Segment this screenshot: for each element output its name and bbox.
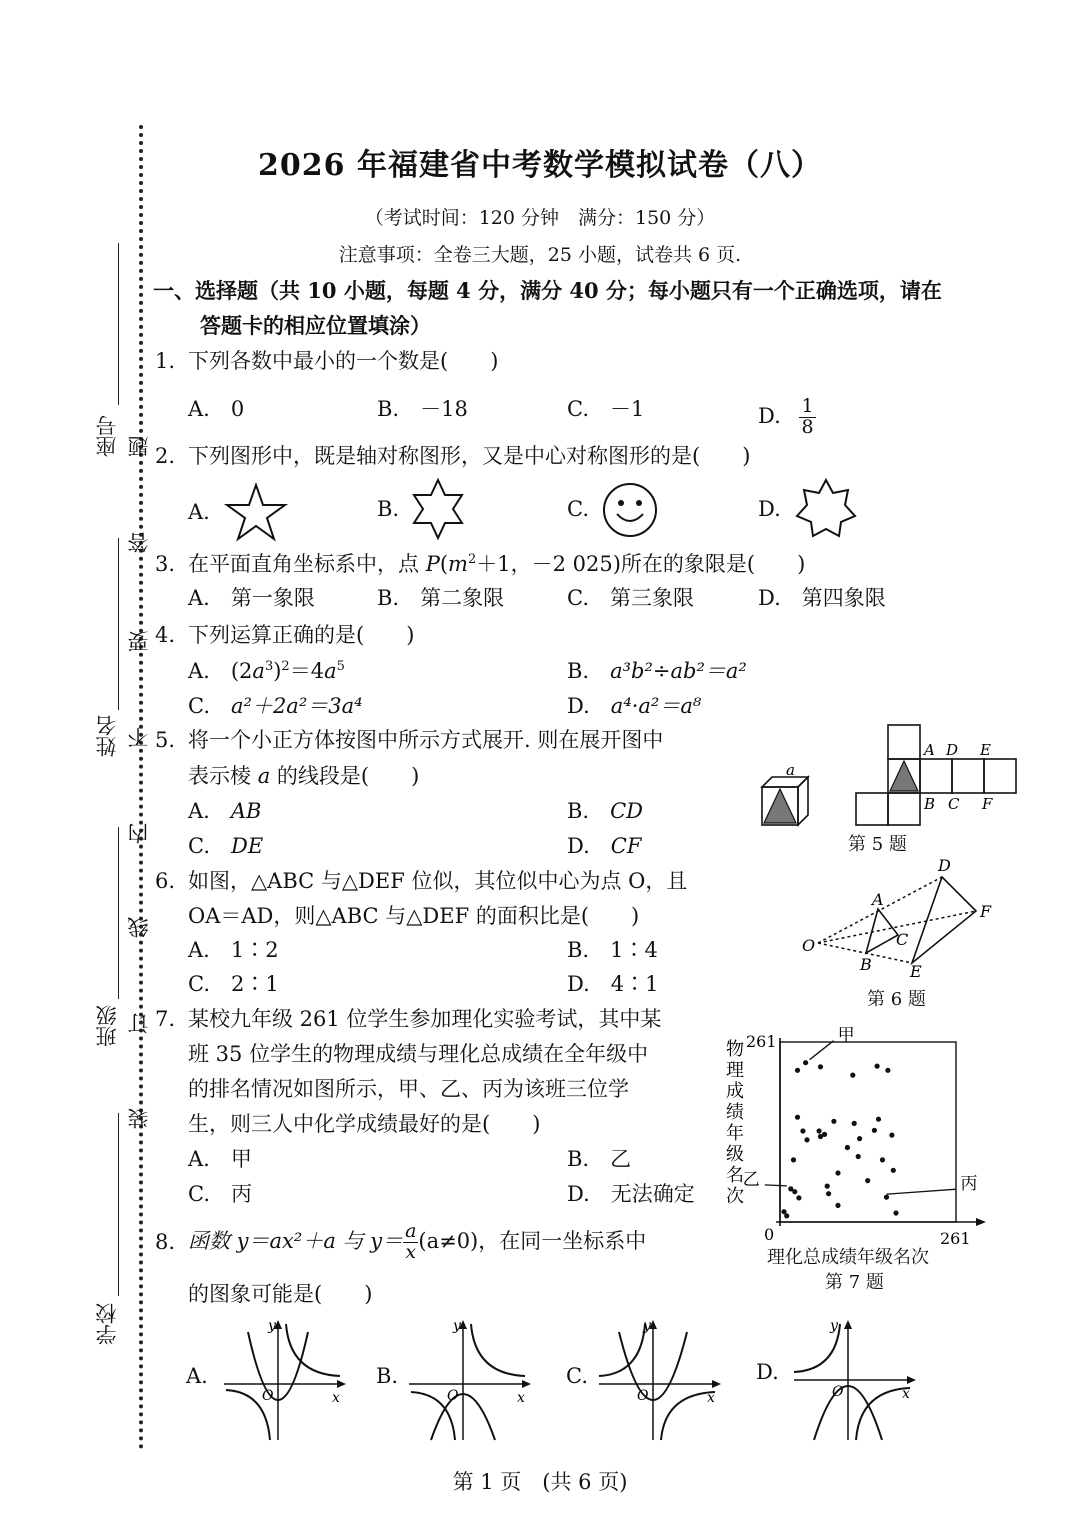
scatter-point	[872, 1128, 877, 1133]
question-stem: 将一个小正方体按图中所示方式展开. 则在展开图中	[188, 728, 664, 752]
x-axis-label: x	[517, 1390, 525, 1406]
scatter-point	[865, 1178, 870, 1183]
question-stem-cont	[188, 764, 419, 789]
choice-b[interactable]	[567, 799, 643, 824]
exam-notice: 注意事项：全卷三大题，25 小题，试卷共 6 页.	[338, 244, 742, 266]
scatter-point	[822, 1132, 827, 1137]
choice-text: DE	[231, 834, 264, 858]
binding-dotted-line	[139, 125, 143, 1450]
scatter-point	[852, 1121, 857, 1126]
y-axis-label: y	[830, 1318, 838, 1334]
expr: ＝4	[289, 659, 325, 683]
question-stem-cont: OA＝AD，则△ABC 与△DEF 的面积比是( )	[188, 904, 640, 928]
choice-label: D.	[567, 694, 590, 718]
scatter-point	[792, 1189, 797, 1194]
figure-caption: 第 7 题	[825, 1272, 884, 1293]
cube-net-figure	[850, 723, 1025, 831]
choice-label: A.	[188, 659, 210, 683]
variable: a	[252, 659, 265, 683]
fraction-numerator: 1	[801, 395, 814, 417]
scatter-point	[804, 1137, 809, 1142]
stem-text: 在平面直角坐标系中，点	[188, 552, 426, 576]
scatter-point	[857, 1136, 862, 1141]
choice-b[interactable]: B. －18	[377, 397, 468, 421]
choice-a[interactable]: A. 甲	[188, 1147, 252, 1171]
scatter-point	[817, 1128, 822, 1133]
y-axis-label-char: 物	[726, 1039, 744, 1060]
scatter-point	[825, 1184, 830, 1189]
seal-char: 订	[127, 1013, 151, 1034]
origin-label: O	[447, 1388, 459, 1404]
scatter-point	[875, 1064, 880, 1069]
point-name: P	[425, 552, 440, 576]
name-underline	[118, 538, 119, 710]
y-axis-label-char: 理	[726, 1060, 744, 1081]
scatter-point	[803, 1060, 808, 1065]
question-stem: 下列运算正确的是( )	[188, 623, 415, 647]
point-label: F	[980, 902, 992, 921]
x-axis-label: 理化总成绩年级名次	[767, 1247, 929, 1268]
question-number: 4.	[155, 623, 176, 647]
expr: (2	[230, 659, 253, 683]
exam-info: （考试时间：120 分钟 满分：150 分）	[364, 207, 716, 229]
y-axis-label	[726, 1039, 744, 1207]
name-label: 姓名	[95, 715, 119, 757]
choice-b[interactable]: B. 第二象限	[377, 586, 505, 610]
scatter-point	[795, 1068, 800, 1073]
point-label: B	[860, 955, 872, 974]
variable: m	[448, 552, 468, 576]
annotation-arrow	[765, 1185, 787, 1186]
scatter-point	[784, 1213, 789, 1218]
choice-text: CF	[610, 834, 642, 858]
point-label: O	[802, 936, 816, 955]
class-underline	[118, 827, 119, 999]
scatter-point	[850, 1073, 855, 1078]
seal-char: 要	[127, 631, 151, 652]
choice-label: C.	[188, 834, 210, 858]
y-tick-label: 261	[746, 1032, 777, 1051]
choice-b[interactable]: B. 1∶4	[567, 938, 658, 962]
question-number: 1.	[155, 349, 176, 373]
point-label: A	[872, 890, 884, 909]
choice-text: AB	[230, 799, 262, 823]
question-stem: 如图，△ABC 与△DEF 位似，其位似中心为点 O，且	[188, 869, 688, 893]
seal-char: 装	[127, 1108, 151, 1129]
y-axis-label-char: 年	[726, 1123, 744, 1144]
scatter-point	[795, 1115, 800, 1120]
plot-frame	[780, 1042, 956, 1222]
stem-text: ＋1，－2 025)所在的象限是( )	[476, 552, 806, 576]
question-number: 3.	[155, 552, 176, 576]
choice-a[interactable]	[188, 659, 345, 684]
five-point-star-icon	[225, 483, 287, 541]
origin-label: O	[637, 1388, 649, 1404]
section-heading-cont: 答题卡的相应位置填涂）	[200, 313, 431, 338]
choice-a[interactable]: A. 第一象限	[188, 586, 315, 610]
point-label: D	[938, 856, 951, 875]
question-stem-cont: 班 35 位学生的物理成绩与理化总成绩在全年级中	[188, 1042, 649, 1066]
y-axis-label-char: 绩	[726, 1102, 744, 1123]
seven-point-star-icon	[795, 478, 857, 538]
scatter-point	[791, 1157, 796, 1162]
expr: )	[273, 659, 282, 683]
stem-text: 的线段是( )	[270, 764, 420, 788]
choice-d[interactable]	[567, 694, 701, 719]
fraction	[799, 397, 815, 438]
vertex-label: A	[924, 741, 935, 759]
stem-text: 函数 y＝ax²＋a 与 y＝	[188, 1229, 404, 1253]
graph-option-a	[220, 1318, 350, 1446]
vertex-label: C	[948, 795, 960, 813]
choice-d[interactable]: D. 4∶1	[567, 972, 659, 996]
question-number: 5.	[155, 728, 176, 752]
choice-label: B.	[567, 799, 590, 823]
y-axis-label: y	[268, 1318, 276, 1334]
class-label: 班级	[95, 1005, 119, 1047]
annotation-label: 乙	[742, 1169, 760, 1190]
x-tick-label: 261	[940, 1229, 971, 1248]
y-axis-label-char: 级	[726, 1144, 744, 1165]
exponent: 2	[281, 659, 290, 674]
x-axis-label: x	[902, 1386, 910, 1402]
question-number: 6.	[155, 869, 176, 893]
annotation-label: 丙	[960, 1174, 978, 1195]
exam-title: 2026 年福建省中考数学模拟试卷（八）	[258, 148, 822, 183]
variable: a	[257, 764, 271, 788]
expr: a³b²÷ab²＝a²	[610, 659, 747, 683]
stem-text: (a≠0)，在同一坐标系中	[418, 1229, 647, 1253]
question-stem-cont: 的排名情况如图所示，甲、乙、丙为该班三位学	[188, 1077, 629, 1101]
smiley-face-icon	[602, 482, 658, 538]
scatter-point	[796, 1195, 801, 1200]
vertex-label: F	[982, 795, 993, 813]
scatter-point	[885, 1068, 890, 1073]
seal-char: 不	[127, 727, 151, 748]
scatter-point	[845, 1145, 850, 1150]
choice-a[interactable]	[188, 799, 261, 824]
exponent: 3	[264, 659, 274, 674]
scatter-point	[856, 1154, 861, 1159]
graph-option-b	[405, 1318, 535, 1446]
choice-d[interactable]: D.	[756, 1360, 779, 1384]
annotation-label: 甲	[837, 1025, 855, 1046]
choice-c[interactable]: C.	[567, 497, 589, 521]
question-stem: 某校九年级 261 位学生参加理化实验考试，其中某	[188, 1007, 662, 1031]
exponent: 5	[336, 659, 345, 674]
seal-char: 答	[127, 532, 151, 553]
choice-c[interactable]	[188, 834, 263, 859]
x-axis-label: x	[332, 1390, 340, 1406]
choice-c[interactable]: C. －1	[567, 397, 645, 421]
question-stem-cont: 的图象可能是( )	[188, 1282, 373, 1306]
y-axis-label-char: 成	[726, 1081, 744, 1102]
choice-a[interactable]: A.	[188, 500, 210, 524]
fraction-denominator: x	[405, 1241, 417, 1263]
choice-label: C.	[188, 694, 210, 718]
vertex-label: E	[980, 741, 991, 759]
point-label: E	[910, 962, 922, 981]
choice-c[interactable]: C. 第三象限	[567, 586, 694, 610]
graph-option-d	[790, 1318, 920, 1446]
question-number: 8.	[155, 1230, 176, 1254]
question-stem: 下列各数中最小的一个数是( )	[188, 349, 499, 373]
scatter-point	[818, 1064, 823, 1069]
edge-label: a	[786, 761, 795, 779]
figure-caption: 第 5 题	[848, 834, 907, 855]
choice-d[interactable]	[567, 834, 641, 859]
choice-c[interactable]: C. 2∶1	[188, 972, 279, 996]
point-label: C	[896, 930, 909, 949]
choice-d[interactable]	[758, 397, 816, 438]
choice-b[interactable]	[567, 659, 747, 684]
scatter-point	[835, 1170, 840, 1175]
choice-c[interactable]: C. 丙	[188, 1182, 252, 1206]
scatter-point	[893, 1210, 898, 1215]
choice-d[interactable]: D. 无法确定	[567, 1182, 695, 1206]
stem-text: 表示棱	[188, 764, 258, 788]
scatter-point	[891, 1168, 896, 1173]
annotation-arrow	[886, 1189, 956, 1194]
seal-char: 内	[127, 823, 151, 844]
y-axis-label-char: 次	[726, 1186, 744, 1207]
origin-label: O	[262, 1388, 274, 1404]
variable: a	[324, 659, 337, 683]
question-stem: 下列图形中，既是轴对称图形，又是中心对称图形的是( )	[188, 444, 751, 468]
graph-option-c	[595, 1318, 725, 1446]
y-axis-label: y	[643, 1318, 651, 1334]
question-stem	[188, 1222, 646, 1263]
question-stem-cont: 生，则三人中化学成绩最好的是( )	[188, 1112, 541, 1136]
figure-caption: 第 6 题	[867, 989, 926, 1010]
choice-a[interactable]: A.	[186, 1364, 208, 1388]
choice-label: B.	[567, 659, 590, 683]
vertex-label: D	[946, 741, 959, 759]
question-stem	[188, 552, 805, 577]
school-underline	[118, 1113, 119, 1296]
fraction	[403, 1222, 418, 1263]
section-heading: 一、选择题（共 10 小题，每题 4 分，满分 40 分；每小题只有一个正确选项，请在	[153, 278, 942, 303]
choice-text: CD	[610, 799, 644, 823]
fraction-numerator: a	[405, 1220, 417, 1243]
seat-underline	[118, 243, 119, 405]
seal-char: 线	[127, 917, 151, 938]
y-axis-label-char: 名	[726, 1165, 744, 1186]
question-number: 2.	[155, 444, 176, 468]
expr: a⁴·a²＝a⁸	[610, 694, 702, 718]
choice-label: A.	[188, 799, 210, 823]
choice-d[interactable]: D. 第四象限	[758, 586, 886, 610]
choice-d[interactable]: D.	[758, 497, 781, 521]
origin-label: O	[832, 1384, 844, 1400]
fraction-denominator: 8	[801, 415, 814, 438]
choice-b[interactable]: B.	[377, 497, 400, 521]
choice-a[interactable]: A. 1∶2	[188, 938, 279, 962]
similar-triangles-figure	[800, 855, 1000, 980]
six-point-star-icon	[410, 478, 466, 540]
cube-figure	[758, 761, 818, 830]
scatter-point	[835, 1203, 840, 1208]
scatter-chart	[718, 1015, 998, 1255]
scatter-point	[800, 1128, 805, 1133]
exponent: 2	[467, 552, 477, 567]
origin-label: 0	[764, 1225, 775, 1244]
scatter-point	[826, 1191, 831, 1196]
annotation-arrow	[810, 1041, 834, 1060]
page-footer: 第 1 页 (共 6 页)	[452, 1470, 628, 1494]
choice-label: D.	[567, 834, 590, 858]
seal-char: 题	[127, 436, 151, 457]
choice-c[interactable]: C.	[566, 1364, 588, 1388]
y-axis-label: y	[453, 1318, 461, 1334]
expr: a²＋2a²＝3a⁴	[231, 694, 363, 718]
choice-b[interactable]: B. 乙	[567, 1147, 632, 1171]
choice-c[interactable]	[188, 694, 363, 719]
school-label: 学校	[95, 1303, 119, 1345]
choice-a[interactable]: A. 0	[188, 397, 245, 421]
scatter-point	[880, 1157, 885, 1162]
paren: (	[439, 552, 449, 576]
seat-label: 座号	[95, 415, 119, 457]
x-axis-arrow	[976, 1218, 986, 1226]
choice-label: D.	[758, 403, 781, 428]
scatter-point	[831, 1119, 836, 1124]
x-axis-label: x	[707, 1390, 715, 1406]
question-number: 7.	[155, 1007, 176, 1031]
scatter-point	[889, 1133, 894, 1138]
vertex-label: B	[924, 795, 936, 813]
choice-b[interactable]: B.	[376, 1364, 399, 1388]
scatter-point	[884, 1195, 889, 1200]
scatter-point	[876, 1117, 881, 1122]
